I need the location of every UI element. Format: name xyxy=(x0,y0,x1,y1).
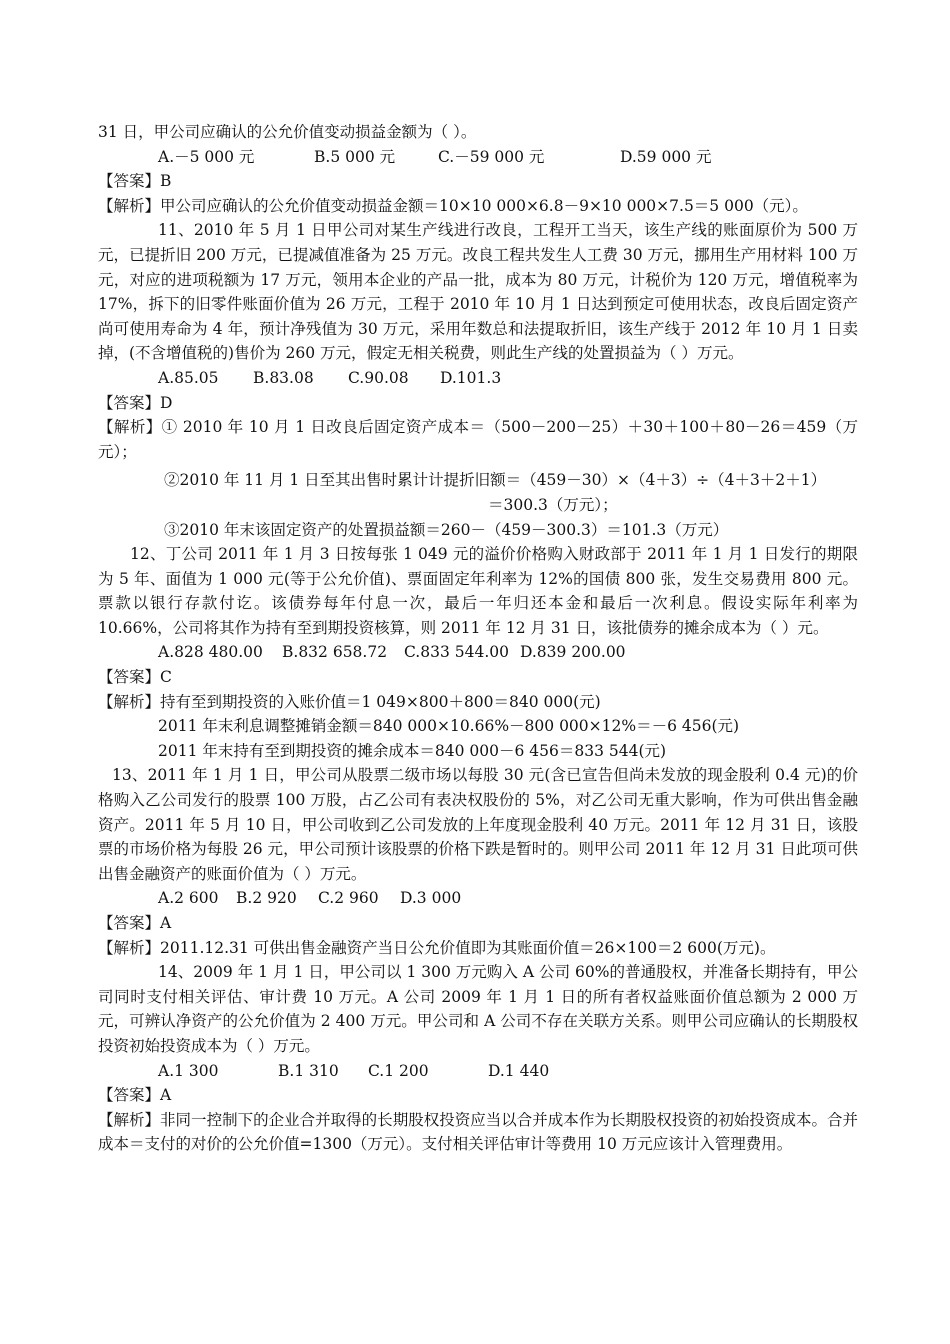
question-11-explanation-1: 【解析】① 2010 年 10 月 1 日改良后固定资产成本＝（500－200－25）＋30＋100＋80－26＝459（万元）； xyxy=(98,418,858,461)
question-13-explanation: 【解析】2011.12.31 可供出售金融资产当日公允价值即为其账面价值＝26×100＝2 600(万元)。 xyxy=(98,938,776,957)
question-14-options xyxy=(98,1059,858,1084)
option-c: C.－59 000 元 xyxy=(438,147,545,166)
question-12-answer: 【答案】C xyxy=(98,668,172,687)
option-c: C.833 544.00 xyxy=(404,643,509,662)
question-12-explanation-2: 2011 年末利息调整摊销金额＝840 000×10.66%－800 000×12%＝－6 456(元) xyxy=(158,717,740,736)
document-page xyxy=(98,120,858,1157)
option-b: B.832 658.72 xyxy=(282,643,388,662)
option-c: C.90.08 xyxy=(348,368,409,387)
question-11-stem: 11、2010 年 5 月 1 日甲公司对某生产线进行改良，工程开工当天，该生产线的账面原价为 500 万元，已提折旧 200 万元，已提减值准备为 25 万元。改良工程共发生人工费 30 万元，挪用生产用材料 100 万元，对应的进项税额为 17 万元，领用本企业的产品一批，成本为 80 万元，计税价为 120 万元，增值税率为 17%，拆下的旧零件账面价值为 26 万元，工程于 2010 年 10 月 1 日达到预定可使用状态，改良后固定资产尚可使用寿命为 4 年，预计净残值为 30 万元，采用年数总和法提取折旧，该生产线于 2012 年 10 月 1 日卖掉，(不含增值税的)售价为 260 万元，假定无相关税费，则此生产线的处置损益为（ ）万元。 xyxy=(98,221,858,363)
option-a: A.－5 000 元 xyxy=(158,147,255,166)
option-b: B.5 000 元 xyxy=(314,147,396,166)
option-b: B.83.08 xyxy=(253,368,314,387)
option-d: D.839 200.00 xyxy=(520,643,626,662)
option-a: A.1 300 xyxy=(158,1061,219,1080)
question-12-options xyxy=(98,640,858,665)
question-11-explanation-3: ＝300.3（万元）； xyxy=(488,495,618,514)
question-14-stem: 14、2009 年 1 月 1 日，甲公司以 1 300 万元购入 A 公司 60%的普通股权，并准备长期持有，甲公司同时支付相关评估、审计费 10 万元。A 公司 2009 年 1 月 1 日的所有者权益账面价值总额为 2 000 万元，可辨认净资产的公允价值为 2 400 万元。甲公司和 A 公司不存在关联方关系。则甲公司应确认的长期股权投资初始投资成本为（ ）万元。 xyxy=(98,963,858,1055)
question-12-explanation-1: 【解析】持有至到期投资的入账价值＝1 049×800＋800＝840 000(元) xyxy=(98,692,601,711)
option-a: A.85.05 xyxy=(158,368,219,387)
option-d: D.3 000 xyxy=(400,889,462,908)
question-13-answer: 【答案】A xyxy=(98,914,172,932)
option-b: B.2 920 xyxy=(236,889,297,908)
question-10-answer: 【答案】B xyxy=(98,172,172,191)
question-11-answer: 【答案】D xyxy=(98,393,173,412)
option-c: C.1 200 xyxy=(368,1061,429,1080)
question-10-options xyxy=(98,145,858,170)
option-b: B.1 310 xyxy=(278,1061,339,1080)
option-a: A.2 600 xyxy=(158,889,219,908)
option-d: D.101.3 xyxy=(440,368,502,387)
option-d: D.1 440 xyxy=(488,1061,550,1080)
question-12-explanation-3: 2011 年末持有至到期投资的摊余成本＝840 000－6 456＝833 544(元) xyxy=(158,741,667,760)
question-14-explanation: 【解析】非同一控制下的企业合并取得的长期股权投资应当以合并成本作为长期股权投资的初始投资成本。合并成本＝支付的对价的公允价值=1300（万元）。支付相关评估审计等费用 10 万元应该计入管理费用。 xyxy=(98,1110,858,1154)
question-13-options xyxy=(98,886,858,911)
option-c: C.2 960 xyxy=(318,889,379,908)
question-14-answer: 【答案】A xyxy=(98,1086,172,1105)
question-12-stem: 12、丁公司 2011 年 1 月 3 日按每张 1 049 元的溢价价格购入财政部于 2011 年 1 月 1 日发行的期限为 5 年、面值为 1 000 元(等于公允价值)、票面固定年利率为 12%的国债 800 张，发生交易费用 800 元。票款以银行存款付讫。该债券每年付息一次，最后一年归还本金和最后一次利息。假设实际年利率为 10.66%，公司将其作为持有至到期投资核算，则 2011 年 12 月 31 日，该批债券的摊余成本为（ ）元。 xyxy=(98,545,858,637)
question-10-stem-end: 31 日，甲公司应确认的公允价值变动损益金额为（ ）。 xyxy=(98,123,477,141)
option-a: A.828 480.00 xyxy=(158,643,263,662)
question-11-explanation-4: ③2010 年末该固定资产的处置损益额＝260－（459－300.3）＝101.3（万元） xyxy=(164,520,729,539)
question-11-options xyxy=(98,366,858,391)
question-13-stem: 13、2011 年 1 月 1 日，甲公司从股票二级市场以每股 30 元(含已宣告但尚未发放的现金股利 0.4 元)的价格购入乙公司发行的股票 100 万股，占乙公司有表决权股份的 5%，对乙公司无重大影响，作为可供出售金融资产。2011 年 5 月 10 日，甲公司收到乙公司发放的上年度现金股利 40 万元。2011 年 12 月 31 日，该股票的市场价格为每股 26 元，甲公司预计该股票的价格下跌是暂时的。则甲公司 2011 年 12 月 31 日此项可供出售金融资产的账面价值为（ ）万元。 xyxy=(98,766,858,883)
option-d: D.59 000 元 xyxy=(620,147,712,166)
question-10-explanation: 【解析】甲公司应确认的公允价值变动损益金额＝10×10 000×6.8－9×10 000×7.5＝5 000（元）。 xyxy=(98,196,808,215)
question-11-explanation-2: ②2010 年 11 月 1 日至其出售时累计计提折旧额＝（459－30）×（4＋3）÷（4＋3＋2＋1） xyxy=(164,471,827,490)
